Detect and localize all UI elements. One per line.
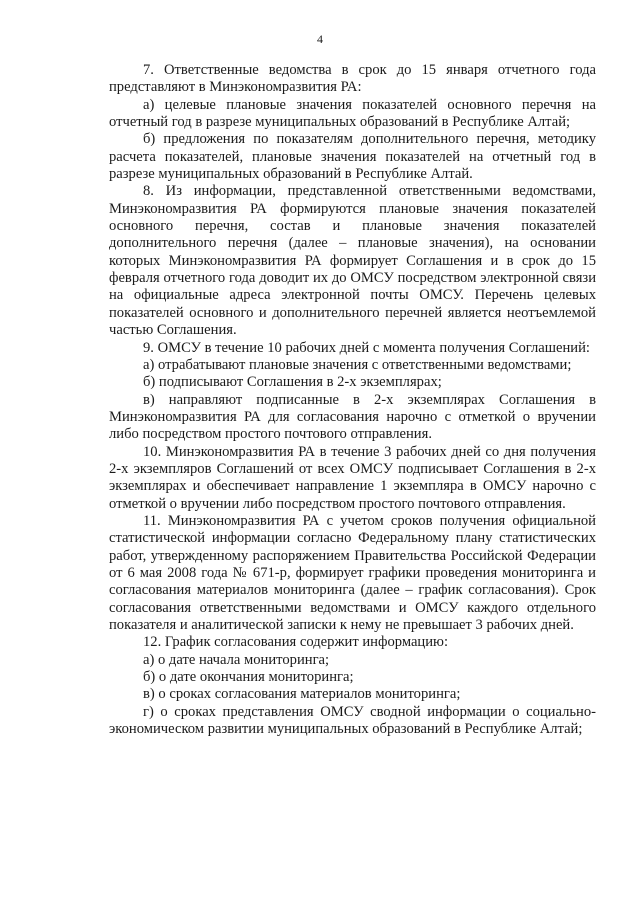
paragraph-9a: а) отрабатывают плановые значения с ответственными ведомствами; xyxy=(143,356,572,373)
paragraph-9v: в) направляют подписанные в 2-х экземплярах Соглашения в Минэкономразвития РА для согласования нарочно с отметкой о вручении либо посредством простого почтового отправления. xyxy=(109,391,596,443)
paragraph-7b: б) предложения по показателям дополнительного перечня, методику расчета показателей, плановые значения показателей на отчетный год в разрезе муниципальных образований в Республике Алтай. xyxy=(109,131,596,183)
paragraph-8: 8. Из информации, представленной ответственными ведомствами, Минэкономразвития РА формируются плановые значения показателей основного перечня, состав и плановые значения показателей дополнительного перечня (далее – плановые значения), на основании которых Минэкономразвития РА формирует Соглашения и в срок до 15 февраля отчетного года доводит их до ОМСУ посредством электронной связи на официальные адреса электронной почты ОМСУ. Перечень целевых показателей основного и дополнительного перечней является неотъемлемой частью Соглашения. xyxy=(109,183,596,339)
page-number: 4 xyxy=(317,32,323,46)
paragraph-10: 10. Минэкономразвития РА в течение 3 рабочих дней со дня получения 2-х экземпляров Соглашений от всех ОМСУ подписывает Соглашения в 2-х экземплярах и обеспечивает направление 1 экземпляра в ОМСУ нарочно с отметкой о вручении либо посредством простого почтового отправления. xyxy=(109,443,596,512)
paragraph-9b: б) подписывают Соглашения в 2-х экземплярах; xyxy=(143,374,442,391)
paragraph-12v: в) о сроках согласования материалов мониторинга; xyxy=(143,686,461,703)
paragraph-11: 11. Минэкономразвития РА с учетом сроков получения официальной статистической информации согласно Федеральному плану статистических работ, утвержденному распоряжением Правительства Российской Федерации от 6 мая 2008 года № 671-р, формирует графики проведения мониторинга и согласования материалов мониторинга (далее – график согласования). Срок согласования ответственными ведомствами и ОМСУ каждого отдельного показателя и аналитической записки к нему не превышает 3 рабочих дней. xyxy=(109,512,596,633)
paragraph-9: 9. ОМСУ в течение 10 рабочих дней с момента получения Соглашений: xyxy=(143,339,590,356)
paragraph-12: 12. График согласования содержит информацию: xyxy=(143,634,449,651)
paragraph-7a: а) целевые плановые значения показателей основного перечня на отчетный год в разрезе муниципальных образований в Республике Алтай; xyxy=(109,96,596,131)
paragraph-7: 7. Ответственные ведомства в срок до 15 января отчетного года представляют в Минэкономразвития РА: xyxy=(109,62,596,96)
paragraph-12g: г) о сроках представления ОМСУ сводной информации о социально-экономическом развитии муниципальных образований в Республике Алтай; xyxy=(109,703,596,738)
document-body xyxy=(109,62,596,738)
paragraph-12a: а) о дате начала мониторинга; xyxy=(143,651,330,668)
paragraph-12b: б) о дате окончания мониторинга; xyxy=(143,669,354,686)
